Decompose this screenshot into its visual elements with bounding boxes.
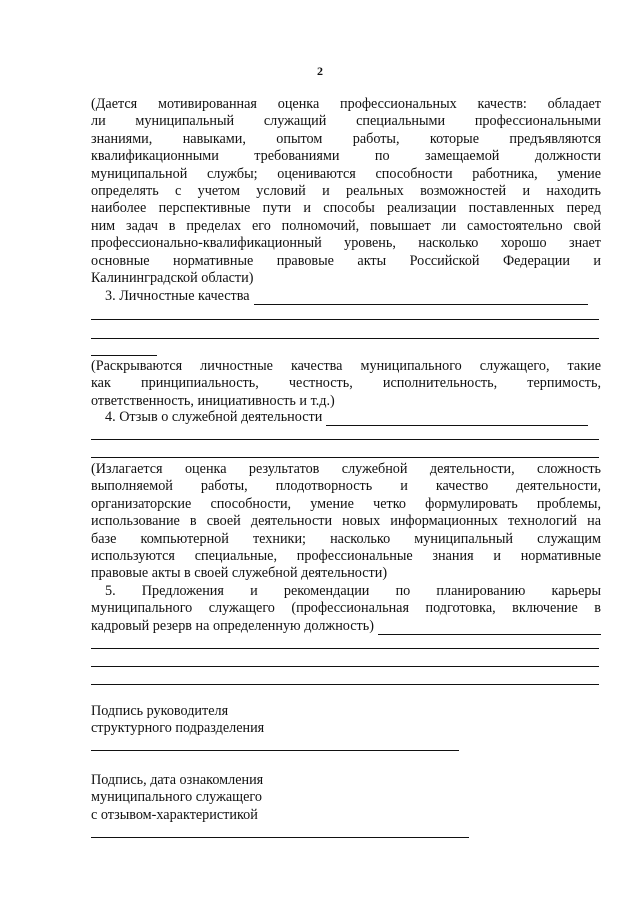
answer-line[interactable] xyxy=(91,457,599,458)
answer-line[interactable] xyxy=(91,666,599,667)
text-line: муниципального служащего (профессиональная подготовка, включение в xyxy=(91,600,601,617)
answer-line[interactable] xyxy=(378,621,601,635)
text-line: квалификационными требованиями по замещаемой должности xyxy=(91,148,601,165)
text-line: Подпись, дата ознакомления xyxy=(91,772,264,788)
text-line: 5. Предложения и рекомендации по планированию карьеры xyxy=(105,583,601,599)
text-line: Калининградской области) xyxy=(91,270,254,287)
text-line: ли муниципальный служащий специальными профессиональными xyxy=(91,113,601,130)
text-line: муниципального служащего xyxy=(91,789,262,806)
answer-line[interactable] xyxy=(91,684,599,685)
answer-line[interactable] xyxy=(91,338,599,339)
text-line: (Дается мотивированная оценка профессиональных качеств: обладает xyxy=(91,96,601,112)
text-line: Подпись руководителя xyxy=(91,703,229,719)
manager-signature-label xyxy=(91,703,601,738)
page-number: 2 xyxy=(317,64,323,78)
career-recommendations-field[interactable] xyxy=(91,618,601,635)
answer-line[interactable] xyxy=(91,439,599,440)
text-line: выполняемой работы, плодотворность и качество деятельности, xyxy=(91,478,601,495)
employee-signature-label xyxy=(91,772,601,824)
text-line: как принципиальность, честность, исполнительность, терпимость, xyxy=(91,375,601,392)
answer-line[interactable] xyxy=(91,319,599,320)
text-line: муниципальной службы; оцениваются способности работника, умение xyxy=(91,165,601,182)
answer-line[interactable] xyxy=(91,355,157,356)
service-review-description xyxy=(91,461,601,583)
text-line: (Излагается оценка результатов служебной деятельности, сложность xyxy=(91,461,601,477)
personal-qualities-label: 3. Личностные качества xyxy=(105,288,250,304)
text-line: знаниями, навыками, опытом работы, которые предъявляются xyxy=(91,130,601,147)
text-line: кадровый резерв на определенную должность) xyxy=(91,617,374,634)
personal-qualities-description xyxy=(91,358,601,410)
text-line: основные нормативные правовые акты Российской Федерации и xyxy=(91,252,601,269)
manager-signature-line[interactable] xyxy=(91,750,459,751)
text-line: (Раскрываются личностные качества муниципального служащего, такие xyxy=(91,358,601,374)
text-line: используются специальные, профессиональные знания и нормативные xyxy=(91,548,601,565)
service-review-field[interactable] xyxy=(105,409,588,426)
competence-description xyxy=(91,96,601,287)
employee-signature-line[interactable] xyxy=(91,837,469,838)
answer-line[interactable] xyxy=(91,648,599,649)
text-line: правовые акты в своей служебной деятельности) xyxy=(91,565,388,582)
service-review-label: 4. Отзыв о служебной деятельности xyxy=(105,409,323,425)
text-line: структурного подразделения xyxy=(91,720,265,737)
text-line: использование в своей деятельности новых информационных технологий на xyxy=(91,513,601,530)
career-recommendations xyxy=(91,583,601,635)
text-line: наиболее перспективные пути и способы реализации поставленных перед xyxy=(91,200,601,217)
text-line: ответственность, инициативность и т.д.) xyxy=(91,392,335,409)
personal-qualities-field[interactable] xyxy=(105,288,588,305)
text-line: ним задач в пределах его полномочий, повышает ли самостоятельно свой xyxy=(91,217,601,234)
answer-line[interactable] xyxy=(254,291,588,305)
text-line: профессионально-квалификационный уровень, насколько хорошо знает xyxy=(91,235,601,252)
text-line: базе компьютерной техники; насколько муниципальный служащим xyxy=(91,530,601,547)
answer-line[interactable] xyxy=(326,412,588,426)
text-line: с отзывом-характеристикой xyxy=(91,806,258,823)
text-line: определять с учетом условий и реальных возможностей и находить xyxy=(91,183,601,200)
text-line: организаторские способности, умение четко формулировать проблемы, xyxy=(91,495,601,512)
